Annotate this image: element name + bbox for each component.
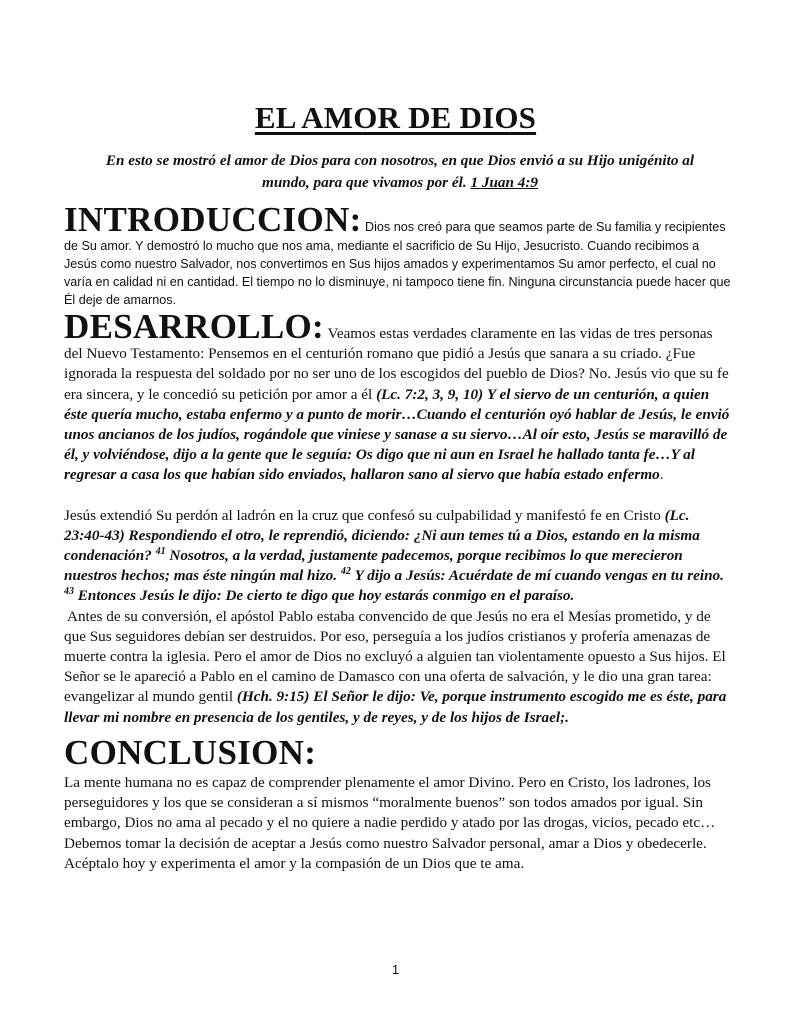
desarrollo-section	[64, 307, 732, 728]
epigraph-verse	[95, 150, 705, 194]
desarrollo-paragraph-centurion	[64, 307, 732, 486]
verse-number-43: 43	[64, 586, 74, 598]
centurion-quote: Y el siervo de un centurión, a quien éste quería mucho, estaba enfermo y a punto de morir…Cuando el centurión oyó hablar de Jesús, le envió unos ancianos de los judíos, rogándole que viniese y sanase a su siervo…Al oír esto, Jesús se maravilló de él, y volviéndose, dijo a la gente que le seguía: Os digo que ni aun en Israel he hallado tanta fe…Y al regresar a casa los que habían sido enviados, hallaron sano al siervo que había estado enfermo	[64, 385, 730, 484]
page-title: EL AMOR DE DIOS	[254, 100, 537, 135]
introduccion-text: Dios nos creó para que seamos parte de Su familia y recipientes de Su amor. Y demostró lo mucho que nos ama, mediante el sacrificio de Su Hijo, Jesucristo. Cuando recibimos a Jesús como nuestro Salvador, nos convertimos en Sus hijos amados y experimentamos Su amor perfecto, el cual no varía en calidad ni en cantidad. El tiempo no lo disminuye, ni tampoco tiene fin. Ninguna circunstancia puede hacer que Él deje de amarnos.	[64, 220, 731, 307]
ladron-quote-2: Nosotros, a la verdad, justamente padecemos, porque recibimos lo que merecieron nuestros hechos; mas éste ningún mal hizo.	[64, 547, 683, 585]
pablo-ref: (Hch. 9:15)	[236, 688, 310, 706]
verse-number-41: 41	[155, 545, 166, 557]
centurion-ref: (Lc. 7:2, 3, 9, 10)	[376, 385, 484, 403]
ladron-quote-3: Y dijo a Jesús: Acuérdate de mí cuando vengas en tu reino.	[354, 567, 724, 585]
desarrollo-paragraph-ladron	[64, 506, 732, 607]
desarrollo-paragraph-pablo	[64, 607, 732, 728]
ladron-ref: (Lc. 23:40-43)	[64, 506, 690, 544]
conclusion-heading: CONCLUSION:	[64, 733, 317, 772]
page-number: 1	[391, 962, 400, 977]
centurion-end: .	[659, 466, 664, 484]
pablo-quote: El Señor le dijo: Ve, porque instrumento escogido me es éste, para llevar mi nombre en presencia de los gentiles, y de reyes, y de los hijos de Israel;.	[64, 688, 727, 726]
ladron-quote-1: Respondiendo el otro, le reprendió, diciendo: ¿Ni aun temes tú a Dios, estando en la misma condenación?	[64, 526, 700, 565]
introduccion-section	[64, 200, 732, 309]
introduccion-heading: INTRODUCCION:	[64, 200, 362, 239]
verse-number-42: 42	[340, 566, 351, 578]
desarrollo-heading: DESARROLLO:	[64, 307, 325, 346]
conclusion-text: La mente humana no es capaz de comprender plenamente el amor Divino. Pero en Cristo, los ladrones, los perseguidores y los que se consideran a sí mismos “moralmente buenos” son todos amados por igual. Sin embargo, Dios no ama al pecado y el no quiere a nadie perdido y atado por las drogas, vicios, pecado etc… Debemos tomar la decisión de aceptar a Jesús como nuestro Salvador personal, amar a Dios y obedecerle. Acéptalo hoy y experimenta el amor y la compasión de un Dios que te ama.	[64, 774, 716, 872]
verse-text: En esto se mostró el amor de Dios para con nosotros, en que Dios envió a su Hijo unigénito al mundo, para que vivamos por él.	[105, 152, 695, 191]
ladron-quote-4: Entonces Jesús le dijo: De cierto te digo que hoy estarás conmigo en el paraíso.	[77, 587, 575, 605]
verse-reference: 1 Juan 4:9	[470, 174, 538, 191]
centurion-text: Veamos estas verdades claramente en las vidas de tres personas del Nuevo Testamento: Pensemos en el centurión romano que pidió a Jesús que sanara a su criado. ¿Fue ignorada la respuesta del soldado por no ser uno de los escogidos del pueblo de Dios? No. Jesús vio que su fe era sincera, y le concedió su petición por amor a él	[64, 325, 729, 403]
ladron-text: Jesús extendió Su perdón al ladrón en la cruz que confesó su culpabilidad y manifestó fe en Cristo	[64, 506, 661, 524]
conclusion-section	[64, 733, 732, 874]
pablo-text: Antes de su conversión, el apóstol Pablo estaba convencido de que Jesús no era el Mesías prometido, y de que Sus seguidores debían ser destruidos. Por eso, perseguía a los judíos cristianos y profería amenazas de muerte contra la iglesia. Pero el amor de Dios no excluyó a alguien tan violentamente opuesto a Sus hijos. El Señor se le apareció a Pablo en el camino de Damasco con una oferta de salvación, y le dio una gran tarea: evangelizar al mundo gentil	[64, 607, 726, 706]
